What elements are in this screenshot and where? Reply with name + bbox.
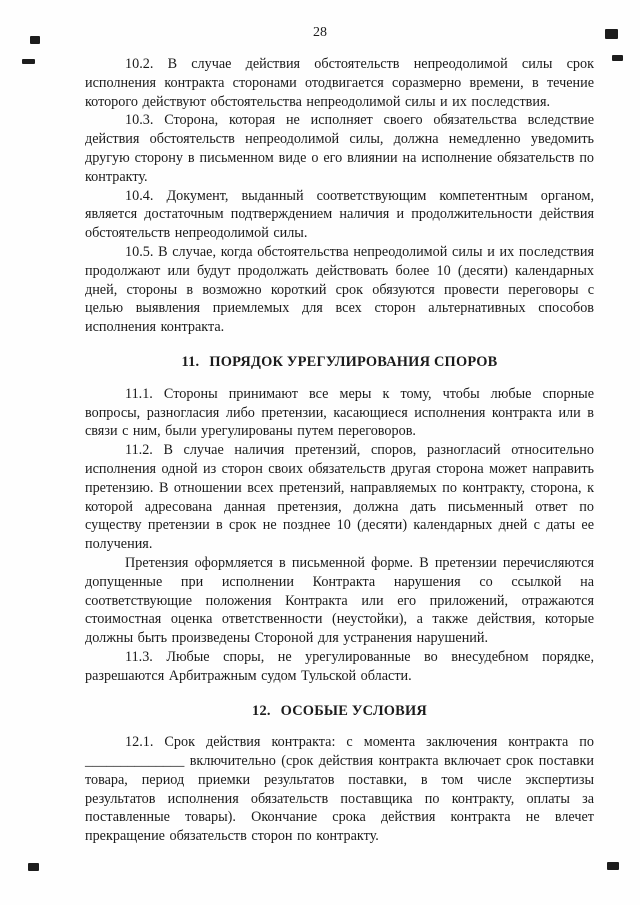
scan-artifact <box>612 55 623 61</box>
section-heading-special-number: 12. <box>252 702 271 719</box>
section-heading-disputes-number: 11. <box>181 353 200 370</box>
paragraph-11-1: 11.1. Стороны принимают все меры к тому, чтобы любые спорные вопросы, разногласия либо претензии, касающиеся исполнения контракта или в связи с ним, были урегулированы путем переговоров. <box>85 385 594 440</box>
scan-artifact <box>30 36 40 44</box>
paragraph-11-2: 11.2. В случае наличия претензий, споров, разногласий относительно исполнения одной из сторон своих обязательств другая сторона может направить претензию. В отношении всех претензий, направляемых по контракту, сторона, к которой адресована данная претензия, должна дать письменный ответ по существу претензии в срок не позднее 10 (десяти) календарных дней с даты ее получения. <box>85 442 594 553</box>
section-heading-special <box>85 702 594 721</box>
scan-artifact <box>22 59 35 64</box>
document-content <box>85 55 594 846</box>
scan-artifact <box>605 29 618 39</box>
page-number: 28 <box>313 25 327 40</box>
paragraph-12-1: 12.1. Срок действия контракта: с момента заключения контракта по ______________ включительно (срок действия контракта включает срок поставки товара, период приемки результатов поставки, в том числе экспертизы результатов исполнения обязательств поставщика по контракту, оплаты за поставленные товары). Окончание срока действия контракта не влечет прекращение обязательств сторон по контракту. <box>85 734 594 845</box>
section-heading-disputes-title: ПОРЯДОК УРЕГУЛИРОВАНИЯ СПОРОВ <box>209 353 498 370</box>
section-heading-special-title: ОСОБЫЕ УСЛОВИЯ <box>280 702 427 719</box>
paragraph-claim-form: Претензия оформляется в письменной форме. В претензии перечисляются допущенные при исполнении Контракта нарушения со ссылкой на соответствующие положения Контракта или его приложений, отражаются стоимостная оценка ответственности (неустойки), а также действия, которые должны быть произведены Стороной для устранения нарушений. <box>85 554 594 647</box>
scan-artifact <box>28 863 39 871</box>
paragraph-10-4: 10.4. Документ, выданный соответствующим компетентным органом, является достаточным подтверждением наличия и продолжительности действия обстоятельств непреодолимой силы. <box>85 187 594 242</box>
paragraph-10-2: 10.2. В случае действия обстоятельств непреодолимой силы срок исполнения контракта сторонами отодвигается соразмерно времени, в течение которого действуют обстоятельства непреодолимой силы и их последствия. <box>85 56 594 110</box>
paragraph-11-3: 11.3. Любые споры, не урегулированные во внесудебном порядке, разрешаются Арбитражным судом Тульской области. <box>85 648 594 684</box>
section-heading-disputes <box>85 353 594 372</box>
scan-artifact <box>607 862 619 870</box>
paragraph-10-5: 10.5. В случае, когда обстоятельства непреодолимой силы и их последствия продолжают или будут продолжать действовать более 10 (десяти) календарных дней, стороны в возможно короткий срок обязуются провести переговоры с целью выявления приемлемых для всех сторон альтернативных способов исполнения контракта. <box>85 243 594 336</box>
paragraph-10-3: 10.3. Сторона, которая не исполняет своего обязательства вследствие действия обстоятельств непреодолимой силы, должна немедленно уведомить другую сторону в письменном виде о его влиянии на исполнение обязательств по контракту. <box>85 112 594 185</box>
